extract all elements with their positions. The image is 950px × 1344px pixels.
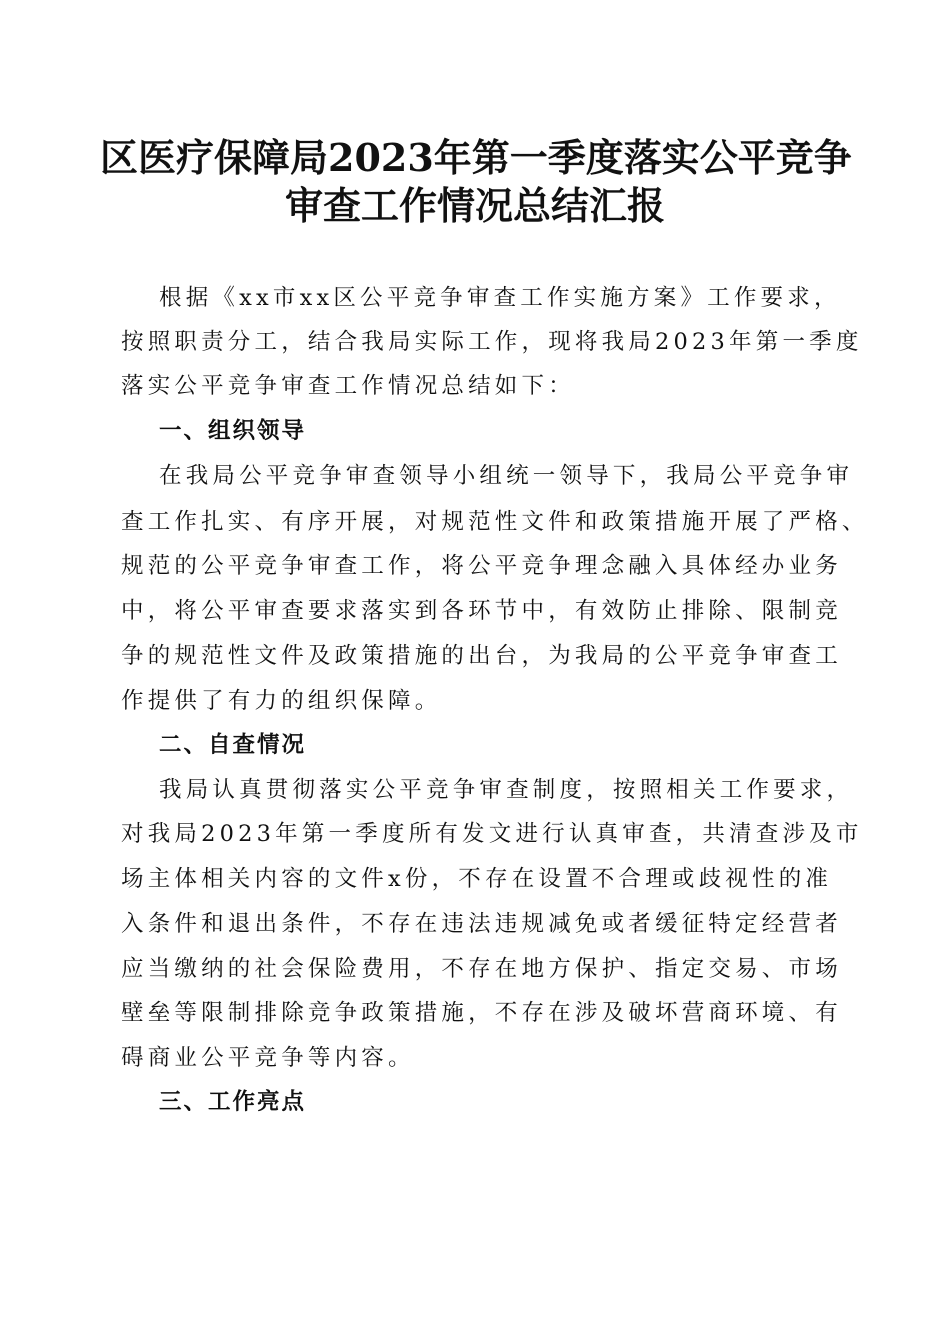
section-1-line-2: 查工作扎实、有序开展，对规范性文件和政策措施开展了严格、: [121, 509, 869, 535]
intro-line-1: 根据《xx市xx区公平竞争审查工作实施方案》工作要求，: [159, 285, 841, 311]
document-title-line-2: 审查工作情况总结汇报: [284, 183, 665, 228]
section-2-line-6: 壁垒等限制排除竞争政策措施，不存在涉及破坏营商环境、有: [121, 1000, 842, 1026]
section-1-line-3: 规范的公平竞争审查工作，将公平竞争理念融入具体经办业务: [121, 553, 842, 579]
section-2-heading: 二、自查情况: [159, 732, 307, 758]
section-1-line-5: 争的规范性文件及政策措施的出台，为我局的公平竞争审查工: [121, 643, 842, 669]
intro-line-3: 落实公平竞争审查工作情况总结如下：: [121, 373, 575, 399]
section-1-line-1: 在我局公平竞争审查领导小组统一领导下，我局公平竞争审: [159, 463, 854, 489]
section-2-line-3: 场主体相关内容的文件x份，不存在设置不合理或歧视性的准: [121, 866, 833, 892]
section-2-line-7: 碍商业公平竞争等内容。: [121, 1045, 415, 1071]
intro-line-2: 按照职责分工，结合我局实际工作，现将我局2023年第一季度: [121, 329, 863, 355]
section-2-line-2: 对我局2023年第一季度所有发文进行认真审查，共清查涉及市: [121, 821, 863, 847]
document-title-line-1: 区医疗保障局2023年第一季度落实公平竞争: [100, 135, 852, 180]
section-2-line-1: 我局认真贯彻落实公平竞争审查制度，按照相关工作要求，: [159, 777, 854, 803]
section-1-heading: 一、组织领导: [159, 418, 307, 444]
section-3-heading: 三、工作亮点: [159, 1089, 307, 1115]
section-2-line-5: 应当缴纳的社会保险费用，不存在地方保护、指定交易、市场: [121, 956, 842, 982]
section-2-line-4: 入条件和退出条件，不存在违法违规减免或者缓征特定经营者: [121, 911, 842, 937]
section-1-line-4: 中，将公平审查要求落实到各环节中，有效防止排除、限制竞: [121, 598, 842, 624]
section-1-line-6: 作提供了有力的组织保障。: [121, 688, 442, 714]
